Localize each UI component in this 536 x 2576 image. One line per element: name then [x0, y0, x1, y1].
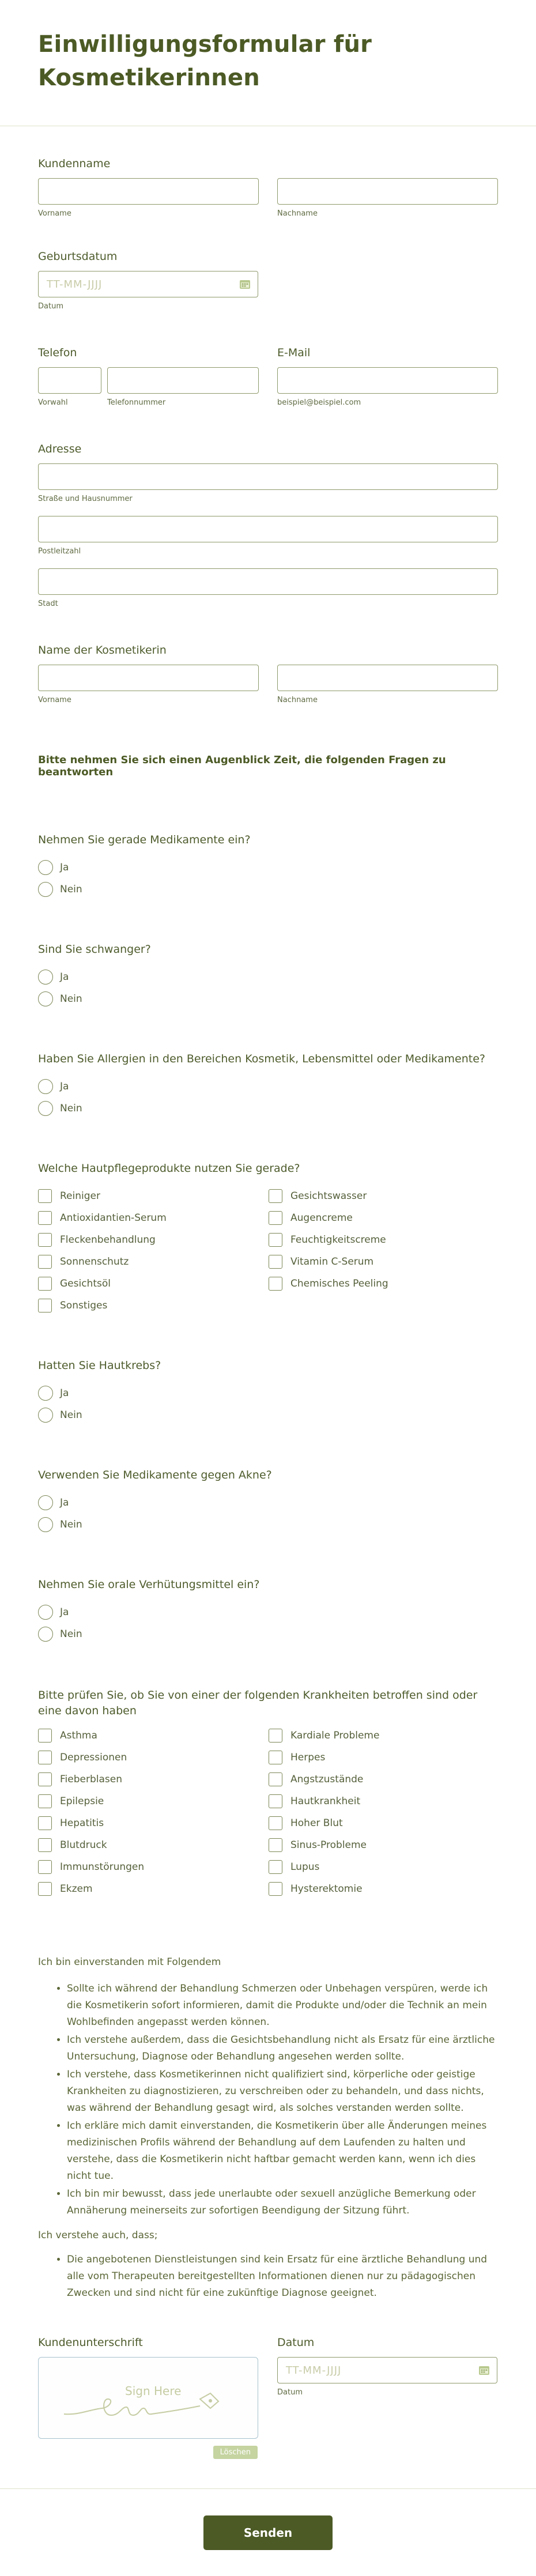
zip-sublabel: Postleitzahl	[38, 547, 81, 556]
checkbox[interactable]	[269, 1751, 282, 1764]
checkbox[interactable]	[38, 1751, 52, 1764]
checkbox[interactable]	[38, 1816, 52, 1830]
option-label: Fleckenbehandlung	[60, 1234, 156, 1246]
skin-cancer-question-label: Hatten Sie Hautkrebs?	[38, 1359, 161, 1372]
skin-cancer-no-option[interactable]	[38, 1404, 498, 1426]
condition-option[interactable]	[38, 1834, 269, 1856]
customer-name-field	[38, 157, 498, 218]
condition-option[interactable]	[269, 1790, 499, 1812]
option-label: Lupus	[290, 1861, 320, 1873]
email-label: E-Mail	[277, 346, 311, 359]
customer-last-name-sublabel: Nachname	[277, 209, 318, 218]
radio-button[interactable]	[38, 860, 53, 875]
date-placeholder: TT-MM-JJJJ	[286, 2364, 342, 2377]
condition-option[interactable]	[38, 1790, 269, 1812]
pregnant-no-option[interactable]	[38, 988, 498, 1010]
phone-area-code-input[interactable]	[38, 367, 101, 394]
birthdate-input[interactable]	[38, 271, 258, 297]
checkbox[interactable]	[269, 1860, 282, 1874]
option-label: Sonnenschutz	[60, 1256, 129, 1268]
allergies-question-label: Haben Sie Allergien in den Bereichen Kosmetik, Lebensmittel oder Medikamente?	[38, 1053, 485, 1065]
form-title: Einwilligungsformular für Kosmetikerinnen	[38, 31, 372, 91]
phone-field	[38, 346, 259, 407]
option-label: Nein	[60, 1409, 82, 1421]
skincare-option[interactable]	[269, 1185, 499, 1207]
option-label: Ekzem	[60, 1883, 93, 1895]
agreement-item: • Ich bin mir bewusst, dass jede unerlaubte oder sexuell anzügliche Bemerkung oder Annäherung meinerseits zur sofortigen Beendigung der Sitzung führt.	[67, 2186, 498, 2219]
beautician-name-label: Name der Kosmetikerin	[38, 644, 167, 657]
address-label: Adresse	[38, 443, 82, 455]
skincare-right-column	[269, 1185, 499, 1317]
acne-no-option[interactable]	[38, 1514, 498, 1536]
phone-number-sublabel: Telefonnummer	[107, 398, 166, 407]
radio-button[interactable]	[38, 1079, 53, 1094]
checkbox[interactable]	[269, 1277, 282, 1291]
contact-row	[38, 346, 498, 407]
form-body	[0, 157, 536, 2457]
agreement-also-list	[38, 2251, 498, 2302]
radio-button[interactable]	[38, 970, 53, 985]
option-label: Epilepsie	[60, 1796, 104, 1807]
beautician-first-name-input[interactable]	[38, 665, 259, 691]
option-label: Gesichtsöl	[60, 1278, 111, 1289]
agreement-item: • Die angebotenen Dienstleistungen sind kein Ersatz für eine ärztliche Behandlung und alle vom Therapeuten bereitgestellten Informationen dienen nur zu pädagogischen Zwecken und sind nicht für eine zukünftige Diagnose geeignet.	[67, 2251, 498, 2302]
checkbox[interactable]	[38, 1860, 52, 1874]
condition-option[interactable]	[269, 1878, 499, 1900]
conditions-question-label: Bitte prüfen Sie, ob Sie von einer der folgenden Krankheiten betroffen sind oder eine davon haben	[38, 1689, 478, 1717]
condition-option[interactable]	[269, 1768, 499, 1790]
conditions-question	[38, 1688, 498, 1900]
medication-yes-option[interactable]	[38, 857, 498, 878]
date-field	[277, 2336, 498, 2439]
option-label: Vitamin C-Serum	[290, 1256, 374, 1268]
skincare-option[interactable]	[38, 1229, 269, 1251]
skincare-question	[38, 1162, 498, 1317]
skincare-question-label: Welche Hautpflegeprodukte nutzen Sie gerade?	[38, 1162, 300, 1175]
option-label: Ja	[60, 862, 69, 873]
checkbox[interactable]	[38, 1189, 52, 1203]
checkbox[interactable]	[38, 1729, 52, 1743]
acne-yes-option[interactable]	[38, 1492, 498, 1514]
pregnant-question	[38, 943, 498, 1010]
skincare-option[interactable]	[269, 1273, 499, 1295]
condition-option[interactable]	[269, 1812, 499, 1834]
conditions-left-column	[38, 1725, 269, 1900]
radio-button[interactable]	[38, 1605, 53, 1620]
pregnant-question-label: Sind Sie schwanger?	[38, 943, 151, 956]
agreement-item: • Ich erkläre mich damit einverstanden, die Kosmetikerin über alle Änderungen meines medizinischen Profils während der Behandlung auf dem Laufenden zu halten und verstehe, dass die Kosmetikerin nicht haftbar gemacht werden kann, wenn ich dies nicht tue.	[67, 2118, 498, 2185]
birthdate-label: Geburtsdatum	[38, 250, 118, 263]
customer-first-name-input[interactable]	[38, 178, 259, 205]
city-sublabel: Stadt	[38, 599, 58, 608]
checkbox[interactable]	[269, 1882, 282, 1896]
option-label: Hepatitis	[60, 1817, 104, 1829]
option-label: Nein	[60, 1103, 82, 1114]
form-header	[0, 0, 536, 126]
agreement-also-intro: Ich verstehe auch, dass;	[38, 2230, 158, 2241]
option-label: Gesichtswasser	[290, 1190, 367, 1202]
clear-signature-button[interactable]: Löschen	[213, 2446, 258, 2459]
acne-question-label: Verwenden Sie Medikamente gegen Akne?	[38, 1469, 272, 1481]
form-footer	[0, 2488, 536, 2576]
beautician-last-name-input[interactable]	[277, 665, 498, 691]
beautician-last-name-sublabel: Nachname	[277, 696, 318, 704]
option-label: Asthma	[60, 1730, 97, 1741]
condition-option[interactable]	[38, 1768, 269, 1790]
customer-last-name-input[interactable]	[277, 178, 498, 205]
date-sublabel: Datum	[277, 2388, 303, 2397]
condition-option[interactable]	[38, 1878, 269, 1900]
email-sublabel: beispiel@beispiel.com	[277, 398, 361, 407]
checkbox[interactable]	[38, 1882, 52, 1896]
checkbox[interactable]	[269, 1729, 282, 1743]
option-label: Augencreme	[290, 1212, 353, 1224]
condition-option[interactable]	[269, 1834, 499, 1856]
agreement-item: • Ich verstehe, dass Kosmetikerinnen nicht qualifiziert sind, körperliche oder geistige Krankheiten zu diagnostizieren, zu verschreiben oder zu behandeln, und dass nichts, was während der Behandlung gesagt wird, als solches verstanden werden sollte.	[67, 2066, 498, 2117]
option-label: Kardiale Probleme	[290, 1730, 380, 1741]
radio-button[interactable]	[38, 1386, 53, 1401]
skincare-option[interactable]	[269, 1251, 499, 1273]
skin-cancer-yes-option[interactable]	[38, 1382, 498, 1404]
option-label: Fieberblasen	[60, 1774, 122, 1785]
pregnant-yes-option[interactable]	[38, 966, 498, 988]
option-label: Ja	[60, 971, 69, 983]
radio-button[interactable]	[38, 1627, 53, 1642]
checkbox[interactable]	[269, 1838, 282, 1852]
contraceptives-no-option[interactable]	[38, 1623, 498, 1645]
calendar-icon[interactable]	[239, 279, 251, 289]
skincare-option[interactable]	[269, 1207, 499, 1229]
checkbox[interactable]	[269, 1233, 282, 1247]
option-label: Herpes	[290, 1752, 326, 1763]
option-label: Angstzustände	[290, 1774, 364, 1785]
option-label: Ja	[60, 1497, 69, 1508]
submit-button[interactable]: Senden	[203, 2515, 333, 2550]
condition-option[interactable]	[269, 1856, 499, 1878]
date-input[interactable]	[277, 2357, 497, 2383]
option-label: Blutdruck	[60, 1839, 107, 1851]
skincare-option[interactable]	[38, 1273, 269, 1295]
contraceptives-yes-option[interactable]	[38, 1601, 498, 1623]
option-label: Depressionen	[60, 1752, 127, 1763]
birthdate-placeholder: TT-MM-JJJJ	[47, 278, 103, 291]
radio-button[interactable]	[38, 1517, 53, 1532]
option-label: Sonstiges	[60, 1300, 108, 1311]
condition-option[interactable]	[38, 1856, 269, 1878]
condition-option[interactable]	[38, 1812, 269, 1834]
skincare-option[interactable]	[38, 1207, 269, 1229]
option-label: Antioxidantien-Serum	[60, 1212, 167, 1224]
calendar-icon[interactable]	[478, 2365, 490, 2375]
skin-cancer-question	[38, 1359, 498, 1426]
allergies-question	[38, 1053, 498, 1119]
option-label: Ja	[60, 1081, 69, 1092]
checkbox[interactable]	[269, 1794, 282, 1808]
birthdate-sublabel: Datum	[38, 302, 63, 311]
radio-button[interactable]	[38, 882, 53, 897]
phone-label: Telefon	[38, 346, 77, 359]
checkbox[interactable]	[269, 1816, 282, 1830]
option-label: Nein	[60, 993, 82, 1005]
checkbox[interactable]	[269, 1772, 282, 1786]
skincare-left-column	[38, 1185, 269, 1317]
questions-intro: Bitte nehmen Sie sich einen Augenblick Zeit, die folgenden Fragen zu beantworten	[38, 754, 446, 778]
checkbox[interactable]	[38, 1772, 52, 1786]
option-label: Nein	[60, 1519, 82, 1530]
allergies-no-option[interactable]	[38, 1097, 498, 1119]
skincare-option[interactable]	[38, 1295, 269, 1317]
beautician-name-field	[38, 644, 498, 704]
customer-name-label: Kundenname	[38, 157, 111, 170]
checkbox[interactable]	[38, 1255, 52, 1269]
signature-placeholder: Sign Here	[125, 2384, 182, 2398]
checkbox[interactable]	[38, 1838, 52, 1852]
option-label: Immunstörungen	[60, 1861, 145, 1873]
checkbox[interactable]	[38, 1299, 52, 1312]
signature-pad[interactable]	[38, 2357, 258, 2457]
radio-button[interactable]	[38, 1101, 53, 1116]
agreement-item: • Sollte ich während der Behandlung Schmerzen oder Unbehagen verspüren, werde ich die Kosmetikerin sofort informieren, damit die Produkte und/oder die Technik an mein Wohlbefinden angepasst werden können.	[67, 1981, 498, 2031]
contraceptives-question	[38, 1578, 498, 1645]
option-label: Nein	[60, 884, 82, 895]
option-label: Hoher Blut	[290, 1817, 343, 1829]
checkbox[interactable]	[269, 1189, 282, 1203]
option-label: Chemisches Peeling	[290, 1278, 388, 1289]
condition-option[interactable]	[38, 1725, 269, 1747]
allergies-yes-option[interactable]	[38, 1076, 498, 1097]
signature-label: Kundenunterschrift	[38, 2336, 143, 2349]
medication-question-label: Nehmen Sie gerade Medikamente ein?	[38, 833, 251, 846]
conditions-right-column	[269, 1725, 499, 1900]
medication-question	[38, 833, 498, 900]
phone-number-input[interactable]	[107, 367, 259, 394]
zip-input[interactable]	[38, 516, 498, 542]
option-label: Hysterektomie	[290, 1883, 363, 1895]
radio-button[interactable]	[38, 1408, 53, 1423]
checkbox[interactable]	[269, 1255, 282, 1269]
skincare-option[interactable]	[38, 1251, 269, 1273]
email-input[interactable]	[277, 367, 498, 394]
birthdate-field	[38, 250, 498, 311]
agreement-item: • Ich verstehe außerdem, dass die Gesichtsbehandlung nicht als Ersatz für eine ärztliche Untersuchung, Diagnose oder Behandlung angesehen werden sollte.	[67, 2032, 498, 2065]
contraceptives-question-label: Nehmen Sie orale Verhütungsmittel ein?	[38, 1578, 260, 1591]
beautician-first-name-sublabel: Vorname	[38, 696, 71, 704]
checkbox[interactable]	[38, 1233, 52, 1247]
phone-area-sublabel: Vorwahl	[38, 398, 68, 407]
medication-no-option[interactable]	[38, 878, 498, 900]
option-label: Sinus-Probleme	[290, 1839, 367, 1851]
condition-option[interactable]	[38, 1747, 269, 1768]
date-label: Datum	[277, 2336, 315, 2349]
radio-button[interactable]	[38, 991, 53, 1006]
agreement-intro: Ich bin einverstanden mit Folgendem	[38, 1956, 221, 1968]
signature-row	[38, 2336, 498, 2457]
street-sublabel: Straße und Hausnummer	[38, 495, 133, 503]
checkbox[interactable]	[38, 1794, 52, 1808]
option-label: Feuchtigkeitscreme	[290, 1234, 386, 1246]
option-label: Ja	[60, 1606, 69, 1618]
condition-option[interactable]	[269, 1725, 499, 1747]
option-label: Reiniger	[60, 1190, 100, 1202]
option-label: Nein	[60, 1628, 82, 1640]
signature-field	[38, 2336, 259, 2457]
checkbox[interactable]	[38, 1277, 52, 1291]
radio-button[interactable]	[38, 1495, 53, 1510]
condition-option[interactable]	[269, 1747, 499, 1768]
acne-question	[38, 1469, 498, 1536]
address-field	[38, 443, 498, 608]
city-input[interactable]	[38, 568, 498, 595]
email-field	[277, 346, 498, 407]
skincare-option[interactable]	[38, 1185, 269, 1207]
customer-first-name-sublabel: Vorname	[38, 209, 71, 218]
street-input[interactable]	[38, 463, 498, 490]
option-label: Hautkrankheit	[290, 1796, 361, 1807]
checkbox[interactable]	[269, 1211, 282, 1225]
checkbox[interactable]	[38, 1211, 52, 1225]
option-label: Ja	[60, 1387, 69, 1399]
agreement-list	[38, 1981, 498, 2219]
skincare-option[interactable]	[269, 1229, 499, 1251]
